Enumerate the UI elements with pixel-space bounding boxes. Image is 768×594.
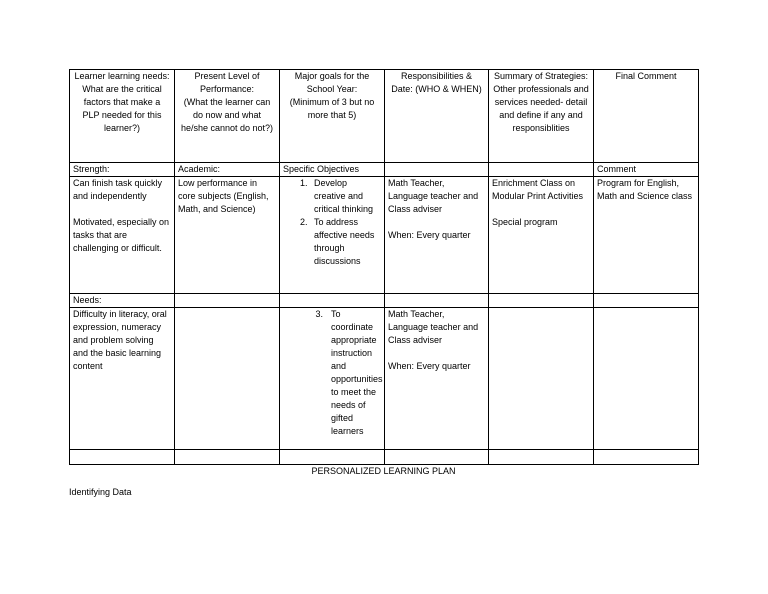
plp-table (69, 69, 699, 465)
plan-caption: PERSONALIZED LEARNING PLAN (311, 466, 456, 476)
empty-cell (280, 294, 385, 308)
needs-label: Needs: (70, 294, 175, 308)
objective-item: 1. Develop creative and critical thinking (310, 177, 381, 216)
objectives-cell (280, 177, 385, 294)
empty-cell (489, 450, 594, 465)
needs-learner-needs: Difficulty in literacy, oral expression, numeracy and problem solving and the basic learning content (70, 308, 175, 450)
blank-row (70, 450, 699, 465)
empty-cell (594, 308, 699, 450)
objective-item: 2. To address affective needs through discussions (310, 216, 381, 268)
header-final-comment: Final Comment (594, 70, 699, 163)
needs-label-row (70, 294, 699, 308)
final-comment-cell: Program for English, Math and Science class (594, 177, 699, 294)
header-row (70, 70, 699, 163)
labels-row (70, 163, 699, 177)
header-responsibilities: Responsibilities & Date: (WHO & WHEN) (385, 70, 489, 163)
empty-cell (594, 294, 699, 308)
strength-text-2: Motivated, especially on tasks that are challenging or difficult. (73, 217, 170, 253)
empty-cell (489, 308, 594, 450)
when-text: When: Every quarter (388, 230, 471, 240)
strength-label: Strength: (70, 163, 175, 177)
strength-text-1: Can finish task quickly and independently (73, 178, 163, 201)
strategies-text-1: Enrichment Class on Modular Print Activities (492, 178, 584, 201)
header-learner-needs: Learner learning needs: What are the critical factors that make a PLP needed for this learner?) (70, 70, 175, 163)
empty-cell (385, 450, 489, 465)
objective-3 (283, 308, 381, 438)
strategies-text-2: Special program (492, 217, 558, 227)
responsibility-text: Math Teacher, Language teacher and Class adviser (388, 178, 479, 214)
empty-cell (175, 294, 280, 308)
identifying-data-heading: Identifying Data (69, 487, 132, 497)
header-present-level: Present Level of Performance: (What the learner can do now and what he/she cannot do not?) (175, 70, 280, 163)
academic-label: Academic: (175, 163, 280, 177)
empty-cell (385, 294, 489, 308)
empty-cell (594, 450, 699, 465)
objective-3-cell (280, 308, 385, 450)
specific-objectives-label: Specific Objectives (280, 163, 385, 177)
objectives-list (283, 177, 381, 268)
comment-label: Comment (594, 163, 699, 177)
strength-row (70, 177, 699, 294)
strategies-cell (489, 177, 594, 294)
needs-responsibility-cell (385, 308, 489, 450)
responsibility-cell (385, 177, 489, 294)
empty-cell (489, 294, 594, 308)
objective-number: 3. (315, 309, 323, 319)
empty-cell (280, 450, 385, 465)
strength-learner-needs (70, 177, 175, 294)
present-level-cell: Low performance in core subjects (English, Math, and Science) (175, 177, 280, 294)
empty-cell (70, 450, 175, 465)
header-strategies: Summary of Strategies: Other professionals and services needed- detail and define if any and responsiblities (489, 70, 594, 163)
empty-cell (489, 163, 594, 177)
needs-row (70, 308, 699, 450)
empty-cell (385, 163, 489, 177)
empty-cell (175, 308, 280, 450)
when-text: When: Every quarter (388, 361, 471, 371)
responsibility-text: Math Teacher, Language teacher and Class adviser (388, 309, 479, 345)
objective-text: To coordinate appropriate instruction and opportunities to meet the needs of gifted learners (331, 309, 383, 436)
header-major-goals: Major goals for the School Year: (Minimum of 3 but no more that 5) (280, 70, 385, 163)
empty-cell (175, 450, 280, 465)
